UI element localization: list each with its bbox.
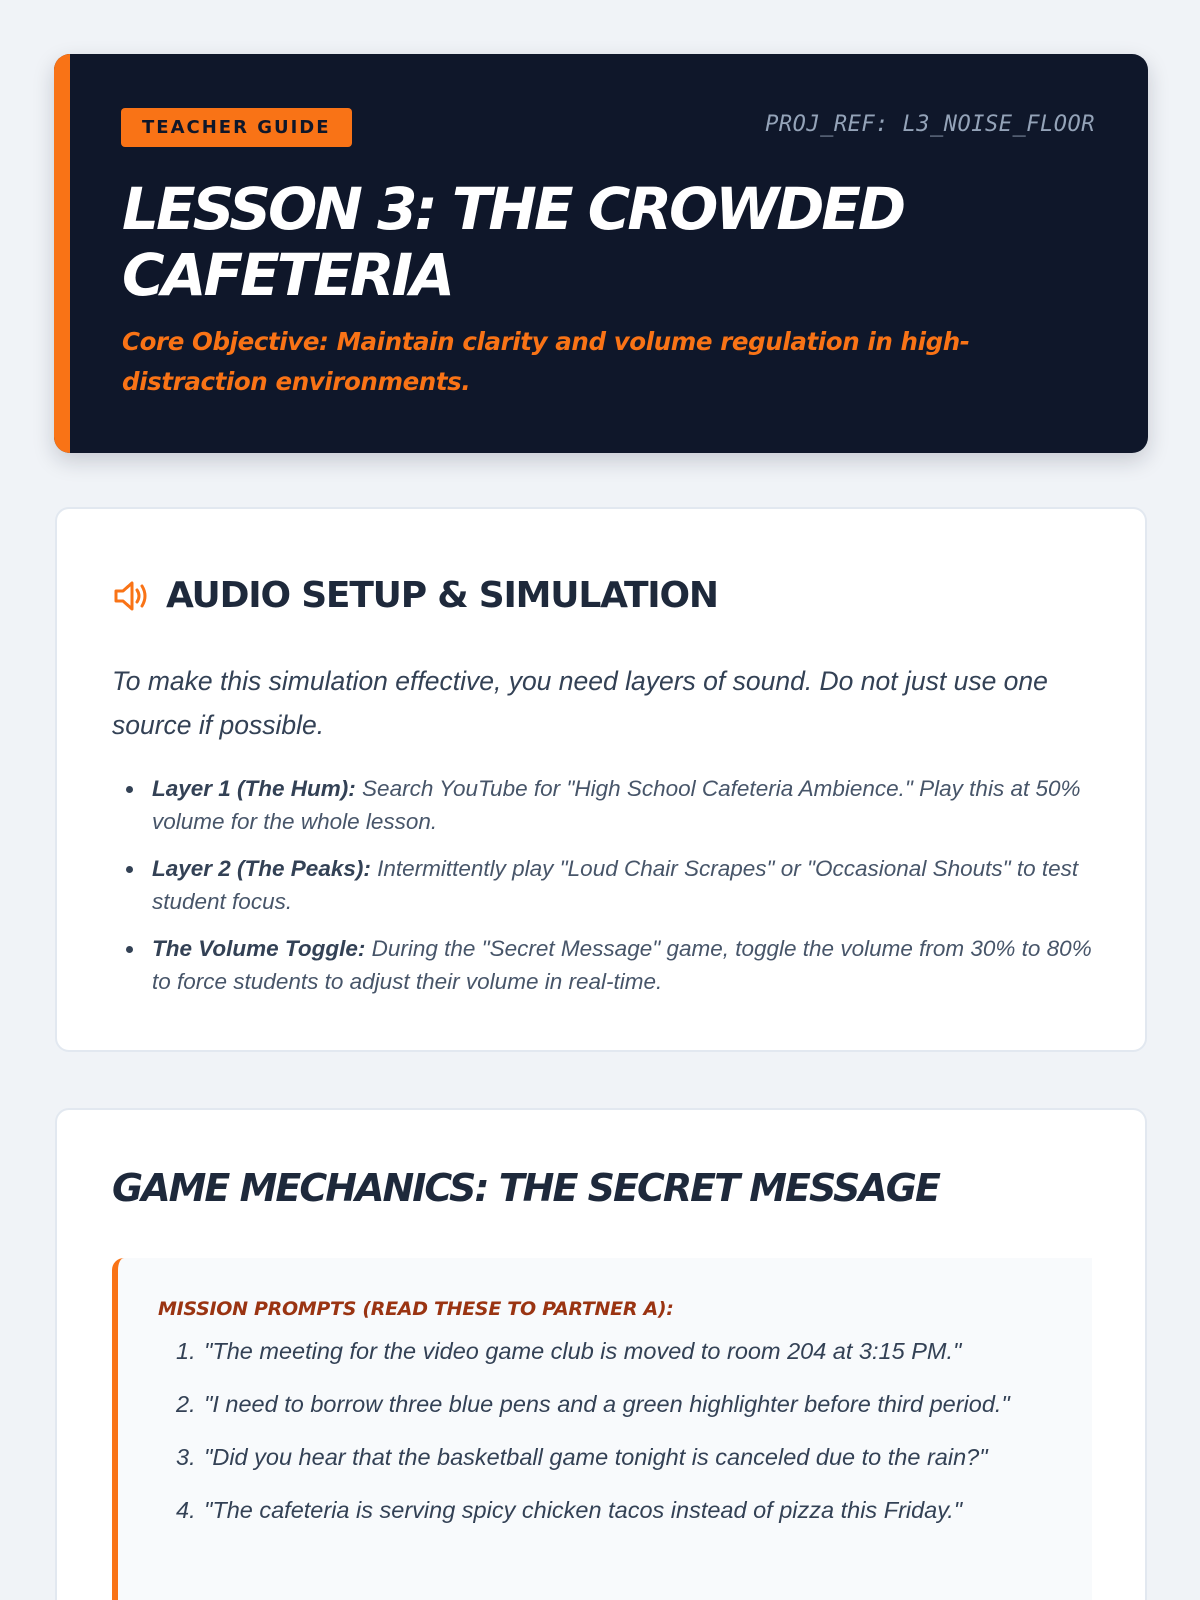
list-item <box>176 1493 1064 1527</box>
audio-setup-section <box>55 507 1147 1052</box>
layer-label: Layer 2 (The Peaks): <box>152 856 371 881</box>
lesson-title: LESSON 3: THE CROWDED CAFETERIA <box>122 175 904 309</box>
prompt-text: "I need to borrow three blue pens and a green highlighter before third period." <box>204 1391 1010 1417</box>
prompt-number: 1. <box>176 1338 196 1364</box>
audio-section-heading <box>112 575 718 616</box>
audio-layer-list <box>152 772 1102 1012</box>
prompt-number: 3. <box>176 1444 196 1470</box>
list-item <box>176 1334 1064 1368</box>
prompt-text: "The cafeteria is serving spicy chicken tacos instead of pizza this Friday." <box>204 1497 963 1523</box>
accent-bar <box>54 54 70 453</box>
game-section-title: GAME MECHANICS: THE SECRET MESSAGE <box>112 1166 939 1210</box>
project-reference: PROJ_REF: L3_NOISE_FLOOR <box>765 112 1095 137</box>
audio-section-title: AUDIO SETUP & SIMULATION <box>166 575 718 616</box>
game-mechanics-section <box>55 1108 1147 1600</box>
layer-text: During the "Secret Message" game, toggle the volume from 30% to 80% to force students to adjust their volume in real-time. <box>152 936 1092 994</box>
lesson-header-card <box>54 54 1148 453</box>
list-item <box>152 932 1102 998</box>
prompt-number: 2. <box>176 1391 196 1417</box>
teacher-guide-badge: TEACHER GUIDE <box>121 108 352 147</box>
list-item <box>176 1387 1064 1421</box>
mission-prompt-list <box>176 1334 1064 1546</box>
audio-intro: To make this simulation effective, you need layers of sound. Do not just use one source if possible. <box>112 666 1048 740</box>
mission-prompts-box <box>112 1258 1092 1600</box>
prompt-text: "Did you hear that the basketball game tonight is canceled due to the rain?" <box>204 1444 988 1470</box>
prompt-text: "The meeting for the video game club is moved to room 204 at 3:15 PM." <box>204 1338 962 1364</box>
core-objective: Core Objective: Maintain clarity and volume regulation in high-distraction environments. <box>122 327 970 396</box>
layer-text: Search YouTube for "High School Cafeteria Ambience." Play this at 50% volume for the whole lesson. <box>152 776 1081 834</box>
layer-label: Layer 1 (The Hum): <box>152 776 356 801</box>
prompt-number: 4. <box>176 1497 196 1523</box>
list-item <box>152 852 1102 918</box>
speaker-icon <box>112 576 152 616</box>
layer-label: The Volume Toggle: <box>152 936 366 961</box>
mission-prompts-heading: MISSION PROMPTS (READ THESE TO PARTNER A): <box>158 1298 674 1320</box>
list-item <box>152 772 1102 838</box>
layer-text: Intermittently play "Loud Chair Scrapes" or "Occasional Shouts" to test student focus. <box>152 856 1079 914</box>
list-item <box>176 1440 1064 1474</box>
